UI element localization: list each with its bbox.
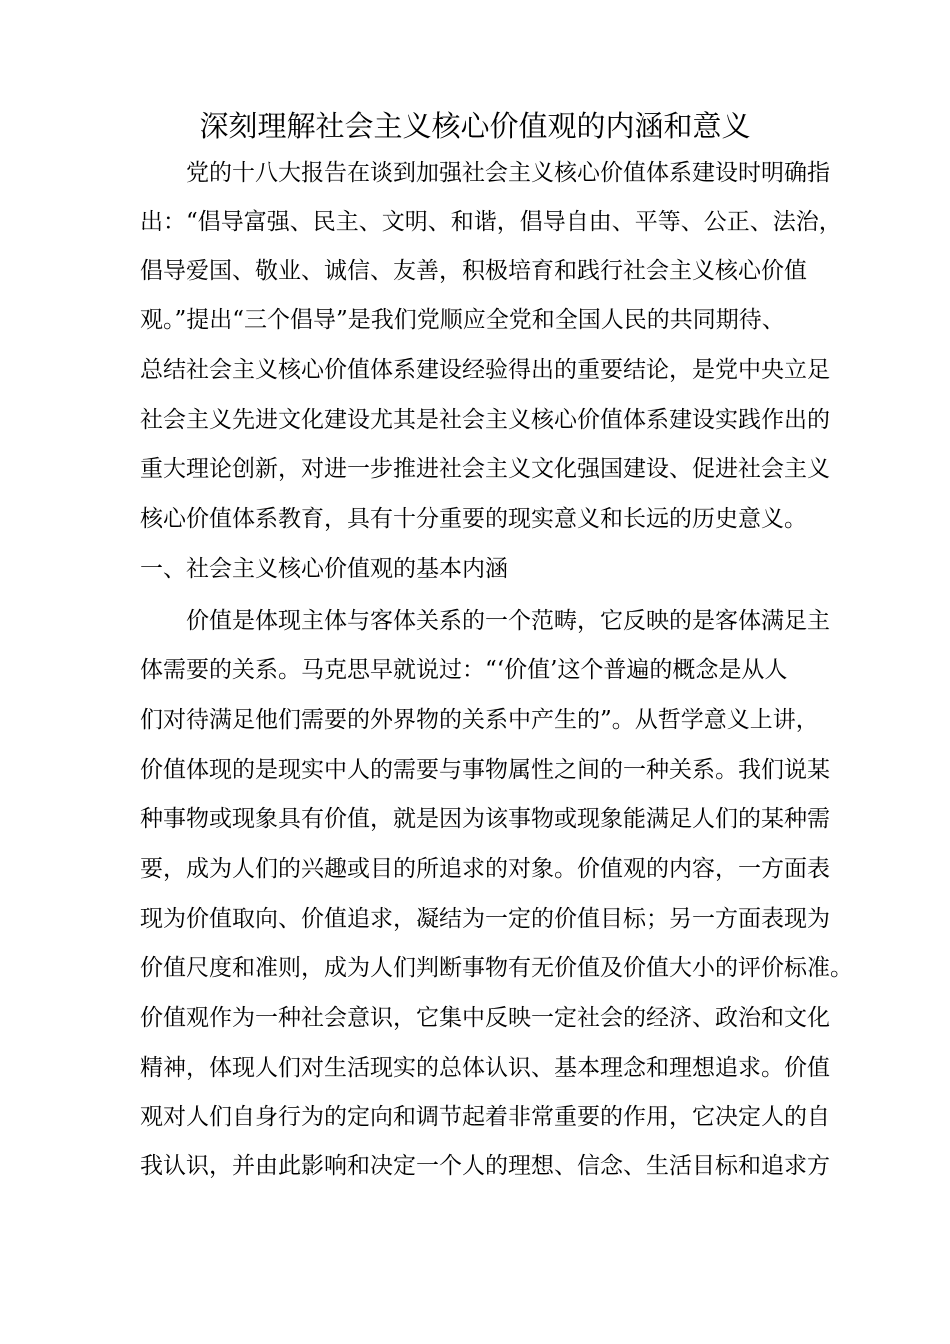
body-line-13: 种事物或现象具有价值，就是因为该事物或现象能满足人们的某种需: [140, 806, 830, 832]
body-line-7: 重大理论创新，对进一步推进社会主义文化强国建设、促进社会主义: [140, 456, 830, 482]
body-line-19: 观对人们自身行为的定向和调节起着非常重要的作用，它决定人的自: [140, 1104, 830, 1130]
body-line-2: 出：“倡导富强、民主、文明、和谐，倡导自由、平等、公正、法治，: [140, 209, 842, 235]
body-line-3: 倡导爱国、敬业、诚信、友善，积极培育和践行社会主义核心价值: [140, 258, 807, 284]
body-line-18: 精神，体现人们对生活现实的总体认识、基本理念和理想追求。价值: [140, 1055, 830, 1081]
body-line-5: 总结社会主义核心价值体系建设经验得出的重要结论，是党中央立足: [140, 357, 830, 383]
body-line-1: 党的十八大报告在谈到加强社会主义核心价值体系建设时明确指: [186, 160, 830, 186]
body-line-12: 价值体现的是现实中人的需要与事物属性之间的一种关系。我们说某: [140, 757, 830, 783]
body-line-6: 社会主义先进文化建设尤其是社会主义核心价值体系建设实践作出的: [140, 407, 830, 433]
body-line-16: 价值尺度和准则，成为人们判断事物有无价值及价值大小的评价标准。: [140, 955, 853, 981]
body-line-9: 价值是体现主体与客体关系的一个范畴，它反映的是客体满足主: [186, 608, 830, 634]
section-heading-1: 一、社会主义核心价值观的基本内涵: [140, 556, 508, 582]
document-title: 深刻理解社会主义核心价值观的内涵和意义: [199, 109, 751, 143]
body-line-15: 现为价值取向、价值追求，凝结为一定的价值目标；另一方面表现为: [140, 906, 830, 932]
body-line-17: 价值观作为一种社会意识，它集中反映一定社会的经济、政治和文化: [140, 1005, 830, 1031]
body-line-10: 体需要的关系。马克思早就说过：“‘价值’这个普遍的概念是从人: [140, 657, 788, 683]
body-line-11: 们对待满足他们需要的外界物的关系中产生的”。从哲学意义上讲，: [140, 707, 819, 733]
body-line-4: 观。”提出“三个倡导”是我们党顺应全党和全国人民的共同期待、: [140, 307, 785, 333]
body-line-20: 我认识，并由此影响和决定一个人的理想、信念、生活目标和追求方: [140, 1153, 830, 1179]
body-line-14: 要，成为人们的兴趣或目的所追求的对象。价值观的内容，一方面表: [140, 856, 830, 882]
body-line-8: 核心价值体系教育，具有十分重要的现实意义和长远的历史意义。: [140, 506, 807, 532]
